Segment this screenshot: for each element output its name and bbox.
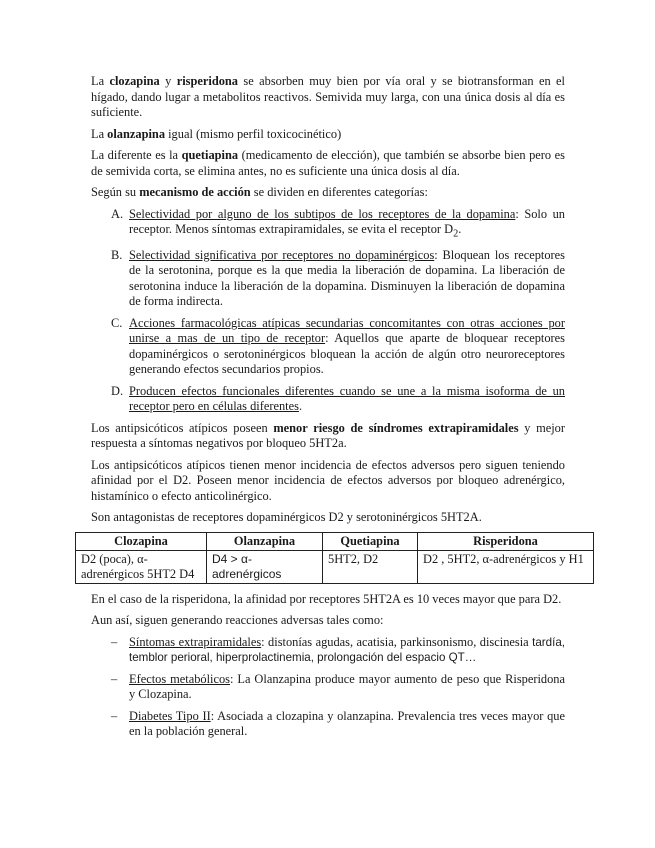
text: : Aquellos que aparte de bloquear receptores dopaminérgicos o serotoninérgicos bloquean la acción de algún otro neuroreceptores generando efectos secundarios propios. [129,331,565,377]
paragraph-adverse-intro: Aun así, siguen generando reacciones adversas tales como: [91,613,384,628]
list-marker: D. [111,383,124,398]
text: se dividen en diferentes categorías: [250,185,428,199]
underlined-term: Selectividad significativa por receptores no dopaminérgicos [129,247,435,262]
text: : La Olanzapina produce mayor aumento de peso que Risperidona y Clozapina. [129,671,565,702]
underlined-term: Producen efectos funcionales diferentes cuando se une a la misma isoforma de un receptor pero en células diferentes [129,383,565,414]
text: La diferente es la [91,148,182,162]
adverse-reactions-list [91,635,565,740]
list-item [91,709,565,740]
table-cell: 5HT2, D2 [323,550,418,583]
list-marker: – [111,671,118,686]
text: igual (mismo perfil toxicocinético) [165,126,342,141]
table-cell: D2 (poca), α-adrenérgicos 5HT2 D4 [76,550,207,583]
paragraph-adverse-effects: Los antipsicóticos atípicos tienen menor incidencia de efectos adversos pero siguen teniendo afinidad por el D2. Poseen menor incidencia de efectos adversos por bloqueo adrenérgico, histamínico o efecto anticolinérgico. [91,457,565,503]
text: La [91,74,110,88]
column-header: Quetiapina [323,532,418,550]
list-marker: – [111,634,118,649]
underlined-term: Efectos metabólicos [129,671,230,686]
category-list [91,207,565,415]
text: se absorben muy bien por vía oral y se biotransforman en el hígado, dando lugar a metabolitos reactivos. Semivida muy larga, con una única dosis al día es suficiente. [91,74,565,119]
paragraph-atypical-risk [91,421,565,452]
list-item [91,316,565,378]
bold-term: menor riesgo de síndromes extrapiramidales [273,420,519,435]
paragraph-antagonists: Son antagonistas de receptores dopaminérgicos D2 y serotoninérgicos 5HT2A. [91,510,482,525]
drug-receptor-table [75,532,594,584]
table-cell: D4 > α-adrenérgicos [207,550,323,583]
column-header: Clozapina [76,532,207,550]
underlined-term: Acciones farmacológicas atípicas secundarias concomitantes con otras acciones por unirse a mas de un tipo de receptor [129,315,565,346]
paragraph-mechanism [91,185,565,201]
text: y [159,74,177,88]
underlined-term: Síntomas extrapiramidales [129,634,262,649]
paragraph-absorption [91,74,565,121]
list-marker: – [111,708,118,723]
text: . [298,399,303,414]
column-header: Risperidona [418,532,594,550]
list-item [91,207,565,242]
text: Según su [91,185,140,199]
table-header-row [76,532,594,550]
list-item [91,635,565,666]
paragraph-risperidona: En el caso de la risperidona, la afinidad por receptores 5HT2A es 10 veces mayor que para D2. [91,591,562,606]
list-item [91,384,565,415]
document-page [81,74,584,746]
underlined-term: Diabetes Tipo II [129,708,211,723]
list-item [91,672,565,703]
text: : Solo un receptor. Menos síntomas extrapiramidales, se evita el receptor D [129,206,565,236]
text: Los antipsicóticos atípicos poseen [91,420,274,435]
text: : distonías agudas, acatisia, parkinsonismo, discinesia [261,634,533,649]
text: : Asociada a clozapina y olanzapina. Prevalencia tres veces mayor que en la población general. [129,708,565,739]
underlined-term: Selectividad por alguno de los subtipos de los receptores de la dopamina [129,206,516,221]
subscript: 2 [453,228,459,240]
paragraph-quetiapina [91,148,565,179]
bold-term: mecanismo de acción [139,185,251,199]
text: (medicamento de elección), que también se absorbe bien pero es de semivida corta, se elimina antes, no es suficiente una única dosis al día. [91,148,566,178]
bold-term: clozapina [109,74,160,88]
bold-term: olanzapina [107,126,166,141]
list-marker: A. [111,206,124,221]
bold-term: quetiapina [181,148,239,162]
paragraph-olanzapina [91,127,565,143]
text: . [458,222,462,236]
table-row [76,550,594,583]
text: La [91,126,108,141]
text: y mejor respuesta a síntomas negativos por bloqueo 5HT2a. [91,420,565,451]
table-cell: D2 , 5HT2, α-adrenérgicos y H1 [418,550,594,583]
bold-term: risperidona [176,74,239,88]
list-item [91,248,565,310]
list-marker: B. [111,247,123,262]
list-marker: C. [111,315,123,330]
text: tardía, temblor perioral, hiperprolactinemia, prolongación del espacio QT… [129,635,565,665]
column-header: Olanzapina [207,532,323,550]
text: : Bloquean los receptores de la serotonina, porque es la que media la liberación de dopamina. La liberación de serotonina induce la liberación de la dopamina. Disminuyen la liberación de dopamina de forma indirecta. [129,247,565,309]
